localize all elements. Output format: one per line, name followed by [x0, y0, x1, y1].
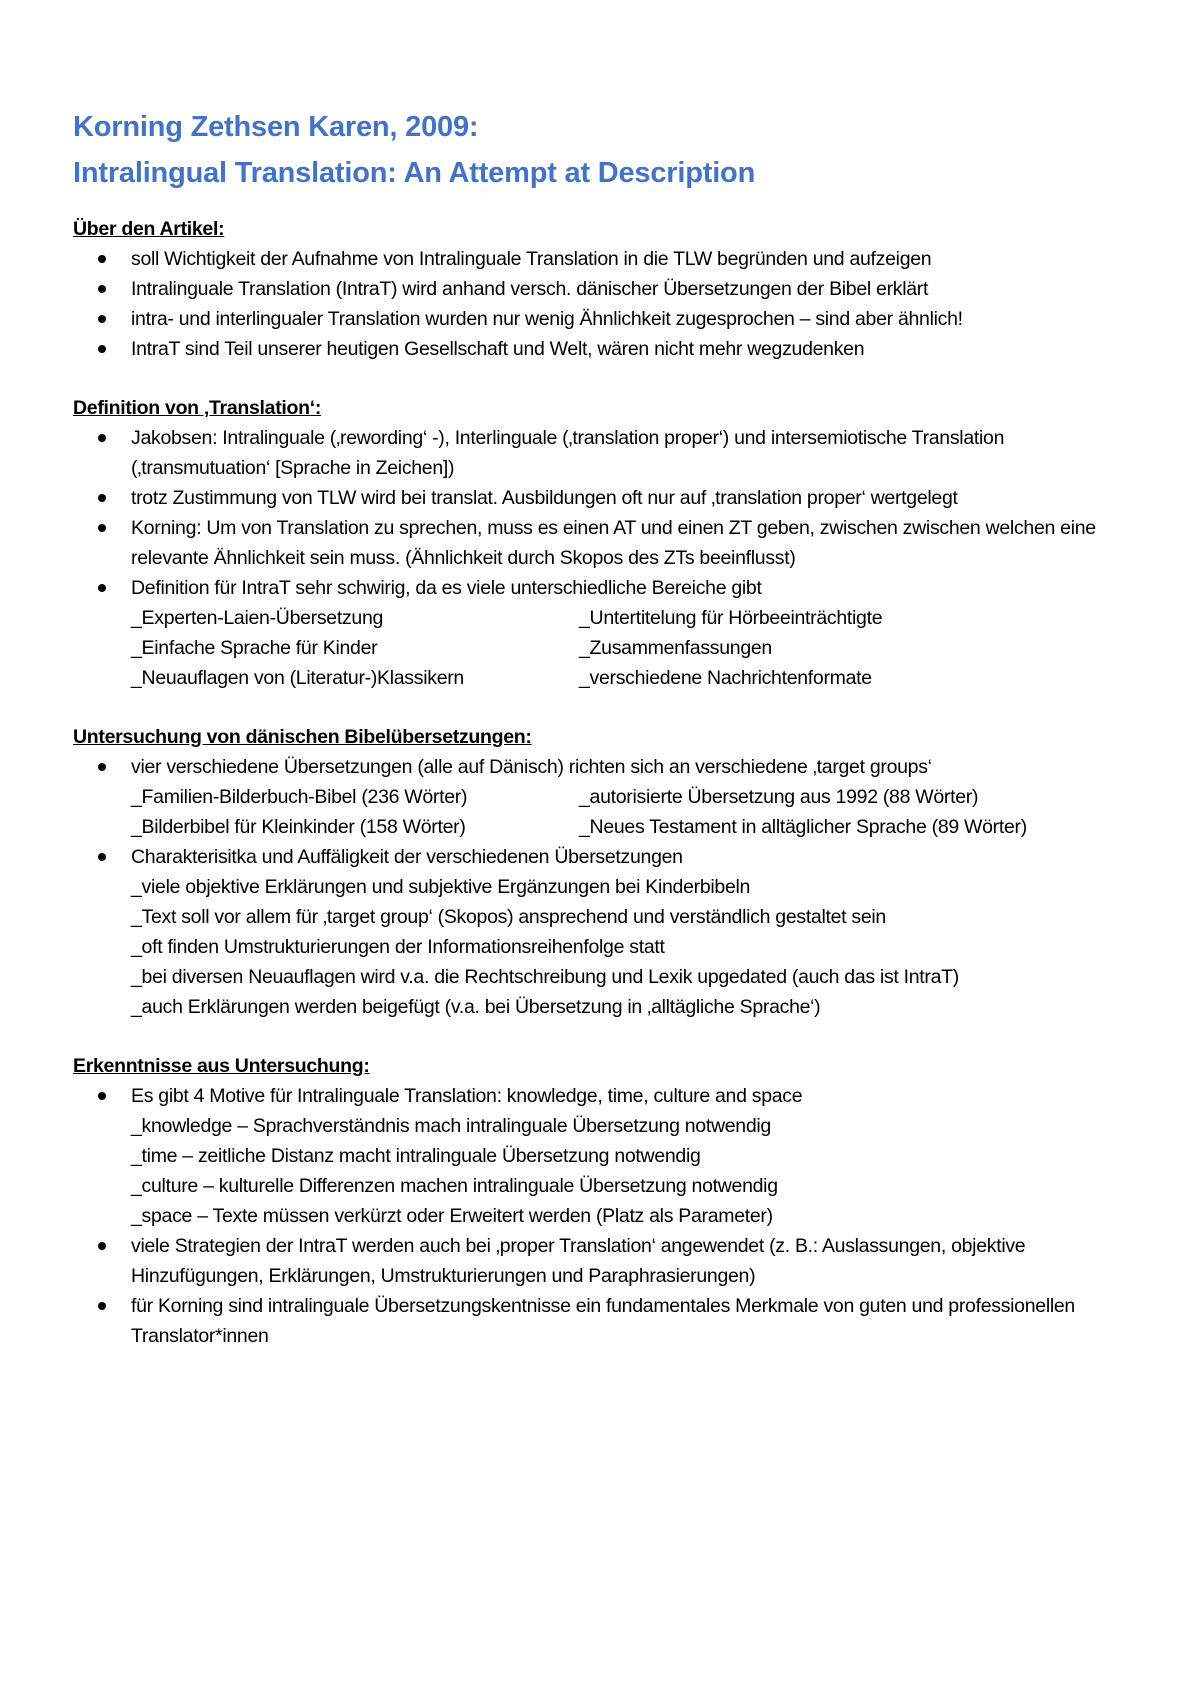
- bullet-dot-icon: [98, 255, 106, 263]
- sub-item: _bei diversen Neuauflagen wird v.a. die Rechtschreibung und Lexik upgedated (auch das ist IntraT): [131, 966, 959, 988]
- section-heading: Definition von ‚Translation‘:: [73, 397, 322, 419]
- sub-item: _viele objektive Erklärungen und subjektive Ergänzungen bei Kinderbibeln: [131, 876, 751, 898]
- section-heading: Über den Artikel:: [73, 218, 225, 240]
- sub-item: _Neues Testament in alltäglicher Sprache (89 Wörter): [579, 816, 1027, 838]
- bullet-dot-icon: [98, 853, 106, 861]
- document-title: [73, 104, 1140, 196]
- section: [73, 1051, 1140, 1351]
- bullet-list: [73, 244, 1140, 364]
- bullet-list: [73, 752, 1140, 1022]
- sub-item: _auch Erklärungen werden beigefügt (v.a. bei Übersetzung in ‚alltägliche Sprache‘): [131, 996, 821, 1018]
- sub-item: _Experten-Laien-Übersetzung: [131, 607, 384, 629]
- sub-item-row: [131, 812, 1140, 842]
- sub-item-row: [131, 663, 1140, 693]
- bullet-text: für Korning sind intralinguale Übersetzungskentnisse ein fundamentales Merkmale von guten und professionellen Translator*innen: [131, 1295, 1075, 1347]
- section: [73, 722, 1140, 1022]
- bullet-dot-icon: [98, 285, 106, 293]
- bullet-item: [73, 1081, 1140, 1231]
- bullet-dot-icon: [98, 434, 106, 442]
- bullet-dot-icon: [98, 494, 106, 502]
- bullet-item: [73, 752, 1140, 842]
- sub-item: _oft finden Umstrukturierungen der Informationsreihenfolge statt: [131, 936, 665, 958]
- bullet-dot-icon: [98, 584, 106, 592]
- bullet-text: Definition für IntraT sehr schwirig, da es viele unterschiedliche Bereiche gibt: [131, 577, 762, 599]
- sub-item: _Text soll vor allem für ‚target group‘ (Skopos) ansprechend und verständlich gestaltet sein: [131, 906, 886, 928]
- bullet-dot-icon: [98, 1242, 106, 1250]
- sub-item: _Untertitelung für Hörbeeinträchtigte: [579, 607, 883, 629]
- bullet-text: intra- und interlingualer Translation wurden nur wenig Ähnlichkeit zugesprochen – sind aber ähnlich!: [131, 308, 963, 330]
- bullet-item: [73, 244, 1140, 274]
- sub-item: _culture – kulturelle Differenzen machen intralinguale Übersetzung notwendig: [131, 1175, 778, 1197]
- bullet-text: IntraT sind Teil unserer heutigen Gesellschaft und Welt, wären nicht mehr wegzudenken: [131, 338, 865, 360]
- sub-item: _Neuauflagen von (Literatur-)Klassikern: [131, 667, 464, 689]
- sub-item: _knowledge – Sprachverständnis mach intralinguale Übersetzung notwendig: [131, 1115, 771, 1137]
- bullet-text: vier verschiedene Übersetzungen (alle auf Dänisch) richten sich an verschiedene ‚target groups‘: [131, 756, 932, 778]
- bullet-item: [73, 1291, 1140, 1351]
- bullet-list: [73, 423, 1140, 693]
- section-heading: Erkenntnisse aus Untersuchung:: [73, 1055, 370, 1077]
- bullet-dot-icon: [98, 345, 106, 353]
- title-line-2: Intralingual Translation: An Attempt at Description: [73, 157, 756, 189]
- sub-item: _time – zeitliche Distanz macht intralinguale Übersetzung notwendig: [131, 1145, 701, 1167]
- bullet-item: [73, 304, 1140, 334]
- bullet-item: [73, 334, 1140, 364]
- bullet-text: Charakterisitka und Auffäligkeit der verschiedenen Übersetzungen: [131, 846, 683, 868]
- bullet-dot-icon: [98, 1092, 106, 1100]
- bullet-text: trotz Zustimmung von TLW wird bei translat. Ausbildungen oft nur auf ‚translation proper‘ wertgelegt: [131, 487, 958, 509]
- bullet-text: Jakobsen: Intralinguale (‚rewording‘ -), Interlinguale (‚translation proper‘) und intersemiotische Translation (‚transmutuation‘ [Sprache in Zeichen]): [131, 427, 1005, 479]
- bullet-text: Es gibt 4 Motive für Intralinguale Translation: knowledge, time, culture and space: [131, 1085, 803, 1107]
- title-line-1: Korning Zethsen Karen, 2009:: [73, 111, 479, 143]
- bullet-item: [73, 842, 1140, 1022]
- bullet-text: Intralinguale Translation (IntraT) wird anhand versch. dänischer Übersetzungen der Bibel erklärt: [131, 278, 929, 300]
- section: [73, 214, 1140, 364]
- bullet-item: [73, 513, 1140, 573]
- sub-item: _verschiedene Nachrichtenformate: [579, 667, 872, 689]
- sub-item-row: [131, 782, 1140, 812]
- bullet-list: [73, 1081, 1140, 1351]
- bullet-text: soll Wichtigkeit der Aufnahme von Intralinguale Translation in die TLW begründen und aufzeigen: [131, 248, 932, 270]
- bullet-text: viele Strategien der IntraT werden auch bei ‚proper Translation‘ angewendet (z. B.: Auslassungen, objektive Hinzufügungen, Erklärungen, Umstrukturierungen und Paraphrasierungen): [131, 1235, 1026, 1287]
- bullet-item: [73, 274, 1140, 304]
- bullet-dot-icon: [98, 763, 106, 771]
- sub-item: _Einfache Sprache für Kinder: [131, 637, 378, 659]
- bullet-item: [73, 573, 1140, 693]
- bullet-item: [73, 423, 1140, 483]
- sub-item: _Zusammenfassungen: [579, 637, 772, 659]
- sub-item-row: [131, 603, 1140, 633]
- bullet-text: Korning: Um von Translation zu sprechen, muss es einen AT und einen ZT geben, zwischen zwischen welchen eine relevante Ähnlichkeit sein muss. (Ähnlichkeit durch Skopos des ZTs beeinflusst): [131, 517, 1096, 569]
- sub-item: _autorisierte Übersetzung aus 1992 (88 Wörter): [579, 786, 979, 808]
- sub-item: _Familien-Bilderbuch-Bibel (236 Wörter): [131, 786, 468, 808]
- bullet-item: [73, 1231, 1140, 1291]
- bullet-dot-icon: [98, 524, 106, 532]
- bullet-dot-icon: [98, 315, 106, 323]
- document-body: [73, 214, 1140, 1351]
- section: [73, 393, 1140, 693]
- section-heading: Untersuchung von dänischen Bibelübersetzungen:: [73, 726, 532, 748]
- sub-item-row: [131, 633, 1140, 663]
- sub-item: _Bilderbibel für Kleinkinder (158 Wörter): [131, 816, 466, 838]
- bullet-dot-icon: [98, 1302, 106, 1310]
- bullet-item: [73, 483, 1140, 513]
- sub-item: _space – Texte müssen verkürzt oder Erweitert werden (Platz als Parameter): [131, 1205, 773, 1227]
